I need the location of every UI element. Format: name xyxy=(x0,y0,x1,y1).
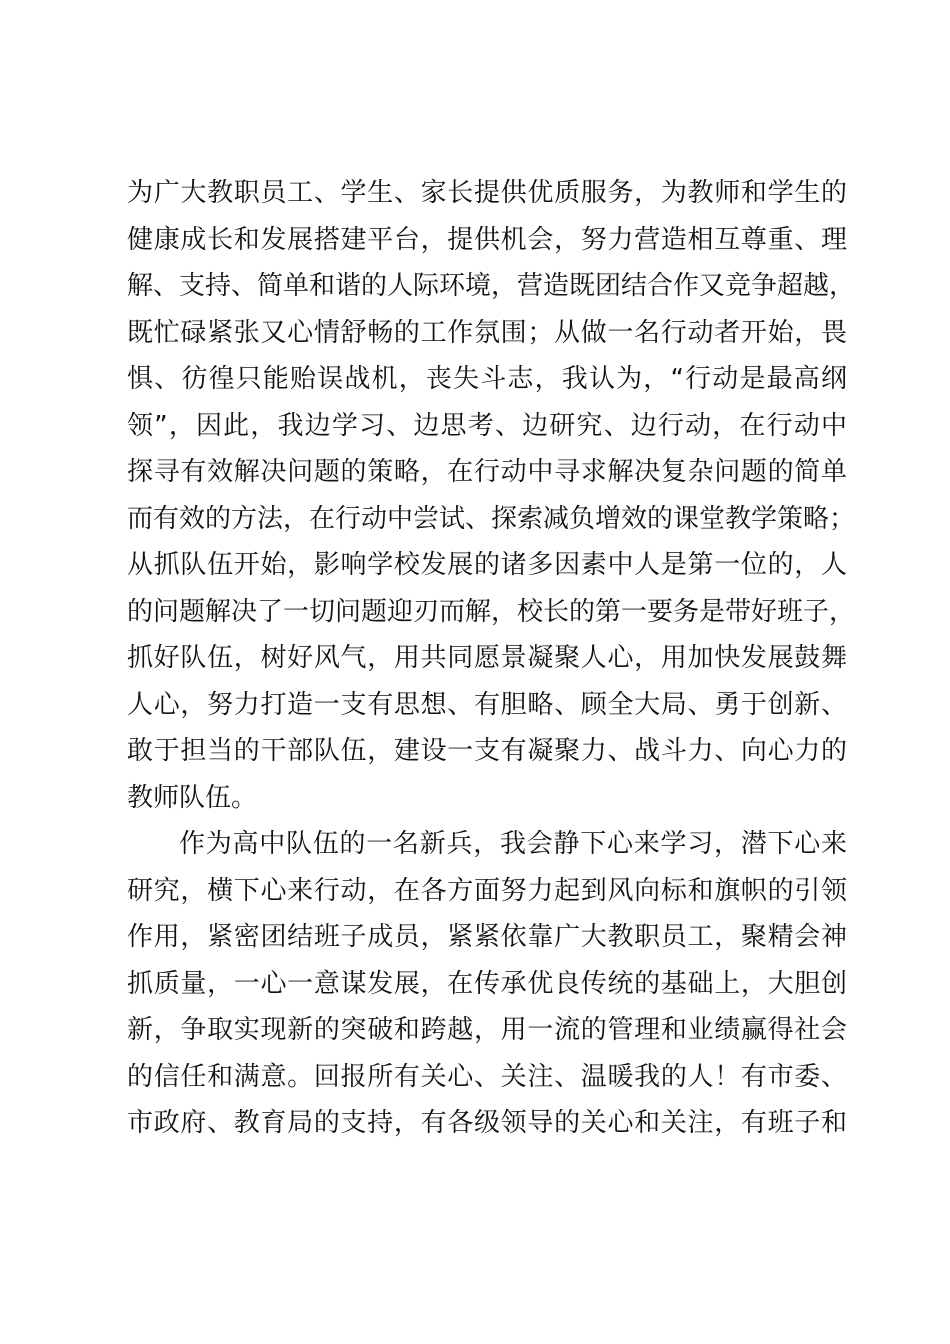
text-line: 的信任和满意。回报所有关心、关注、温暖我的人！有市委、 xyxy=(127,1061,847,1092)
text-line: 领”，因此，我边学习、边思考、边研究、边行动，在行动中 xyxy=(127,410,847,441)
text-line: 为广大教职员工、学生、家长提供优质服务，为教师和学生的 xyxy=(127,178,847,208)
text-line: 人心，努力打造一支有思想、有胆略、顾全大局、勇于创新、 xyxy=(127,689,847,720)
text-line: 抓质量，一心一意谋发展，在传承优良传统的基础上，大胆创 xyxy=(127,968,847,999)
text-line: 既忙碌紧张又心情舒畅的工作氛围；从做一名行动者开始，畏 xyxy=(127,317,847,348)
text-line: 作用，紧密团结班子成员，紧紧依靠广大教职员工，聚精会神 xyxy=(127,922,847,952)
text-line: 教师队伍。 xyxy=(127,782,258,813)
text-line: 解、支持、简单和谐的人际环境，营造既团结合作又竞争超越， xyxy=(127,271,856,301)
text-line: 惧、彷徨只能贻误战机，丧失斗志，我认为，“行动是最高纲 xyxy=(127,364,847,394)
text-line: 新，争取实现新的突破和跨越，用一流的管理和业绩赢得社会 xyxy=(127,1015,847,1045)
text-line: 市政府、教育局的支持，有各级领导的关心和关注，有班子和 xyxy=(127,1108,847,1138)
document-body xyxy=(127,170,856,1147)
text-line: 健康成长和发展搭建平台，提供机会，努力营造相互尊重、理 xyxy=(127,224,847,255)
text-line: 的问题解决了一切问题迎刃而解，校长的第一要务是带好班子， xyxy=(127,596,856,627)
text-line: 敢于担当的干部队伍，建设一支有凝聚力、战斗力、向心力的 xyxy=(127,736,847,766)
text-line: 研究，横下心来行动，在各方面努力起到风向标和旗帜的引领 xyxy=(127,875,847,906)
paragraph-2 xyxy=(127,821,847,1147)
text-line: 作为高中队伍的一名新兵，我会静下心来学习，潜下心来 xyxy=(179,829,847,859)
text-line: 而有效的方法，在行动中尝试、探索减负增效的课堂教学策略； xyxy=(127,503,856,534)
paragraph-1 xyxy=(127,170,856,821)
text-line: 抓好队伍，树好风气，用共同愿景凝聚人心，用加快发展鼓舞 xyxy=(127,643,847,673)
text-line: 从抓队伍开始，影响学校发展的诸多因素中人是第一位的，人 xyxy=(127,550,847,580)
text-line: 探寻有效解决问题的策略，在行动中寻求解决复杂问题的简单 xyxy=(127,457,847,487)
